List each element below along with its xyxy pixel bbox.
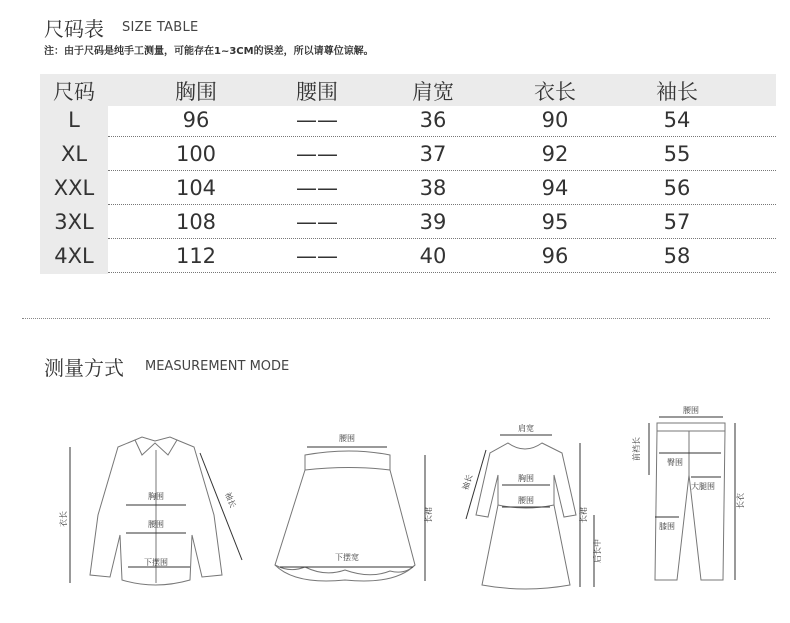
dress-length-label: 长裙: [579, 507, 588, 523]
table-header-cell: 袖长: [656, 80, 698, 104]
table-cell: 37: [419, 142, 447, 166]
size-table-title: 尺码表: [44, 17, 104, 41]
table-cell: 54: [663, 108, 691, 132]
dress-waist-label: 腰围: [518, 496, 534, 505]
table-cell: 96: [541, 244, 569, 268]
pants-waist-label: 腰围: [683, 406, 699, 415]
row-divider: [108, 204, 776, 205]
table-header-cell: 腰围: [296, 80, 338, 104]
measurement-title-en: MEASUREMENT MODE: [145, 359, 290, 374]
size-label-cell: 4XL: [54, 244, 94, 268]
table-cell: 39: [419, 210, 447, 234]
table-cell: ——: [296, 210, 338, 234]
shirt-diagram: [60, 395, 250, 595]
table-cell: 57: [663, 210, 691, 234]
table-cell: 58: [663, 244, 691, 268]
pants-diagram: [625, 395, 765, 595]
table-cell: 38: [419, 176, 447, 200]
dress-diagram: [450, 395, 610, 595]
table-cell: 94: [541, 176, 569, 200]
dress-sleeve-label: 袖长: [460, 473, 475, 492]
measurement-title: 测量方式: [44, 356, 124, 380]
table-cell: 40: [419, 244, 447, 268]
table-cell: ——: [296, 108, 338, 132]
table-cell: 96: [182, 108, 210, 132]
row-divider: [108, 238, 776, 239]
size-label-cell: 3XL: [54, 210, 94, 234]
measurement-note: 注：由于尺码是纯手工测量，可能存在1~3CM的误差，所以请尊位谅解。: [44, 46, 374, 57]
shirt-chest-label: 胸围: [148, 492, 164, 501]
table-cell: 100: [175, 142, 217, 166]
table-header-cell: 衣长: [534, 80, 576, 104]
dress-back-length-label: 后长中: [593, 539, 602, 563]
table-cell: 112: [175, 244, 217, 268]
table-cell: 92: [541, 142, 569, 166]
skirt-length-label: 长裙: [424, 507, 433, 523]
pants-length-label: 长衣: [736, 493, 745, 509]
table-header-cell: 胸围: [175, 80, 217, 104]
skirt-waist-label: 腰围: [339, 434, 355, 443]
table-cell: 95: [541, 210, 569, 234]
dress-chest-label: 胸围: [518, 474, 534, 483]
shirt-length-label: 衣长: [59, 511, 68, 527]
table-cell: 55: [663, 142, 691, 166]
pants-hip-label: 臀围: [667, 458, 683, 467]
table-cell: ——: [296, 244, 338, 268]
table-header-cell: 尺码: [53, 80, 95, 104]
size-table-title-en: SIZE TABLE: [122, 20, 199, 35]
dress-shoulder-label: 肩宽: [518, 424, 534, 433]
size-label-cell: XL: [60, 142, 88, 166]
shirt-sleeve-label: 袖长: [223, 490, 238, 510]
size-label-cell: L: [68, 108, 80, 132]
row-divider: [108, 272, 776, 273]
table-cell: 36: [419, 108, 447, 132]
skirt-diagram: [265, 395, 445, 595]
pants-thigh-label: 大腿围: [691, 482, 715, 491]
pants-rise-label: 前裆长: [632, 437, 641, 461]
size-label-cell: XXL: [53, 176, 95, 200]
row-divider: [108, 136, 776, 137]
table-cell: ——: [296, 142, 338, 166]
table-cell: ——: [296, 176, 338, 200]
shirt-hem-label: 下摆围: [144, 558, 168, 567]
shirt-waist-label: 腰围: [148, 520, 164, 529]
pants-knee-label: 膝围: [659, 522, 675, 531]
table-cell: 56: [663, 176, 691, 200]
skirt-hem-label: 下摆宽: [335, 553, 359, 562]
table-header-cell: 肩宽: [412, 80, 454, 104]
table-cell: 108: [175, 210, 217, 234]
table-cell: 104: [175, 176, 217, 200]
section-divider: [22, 318, 770, 319]
row-divider: [108, 170, 776, 171]
table-cell: 90: [541, 108, 569, 132]
